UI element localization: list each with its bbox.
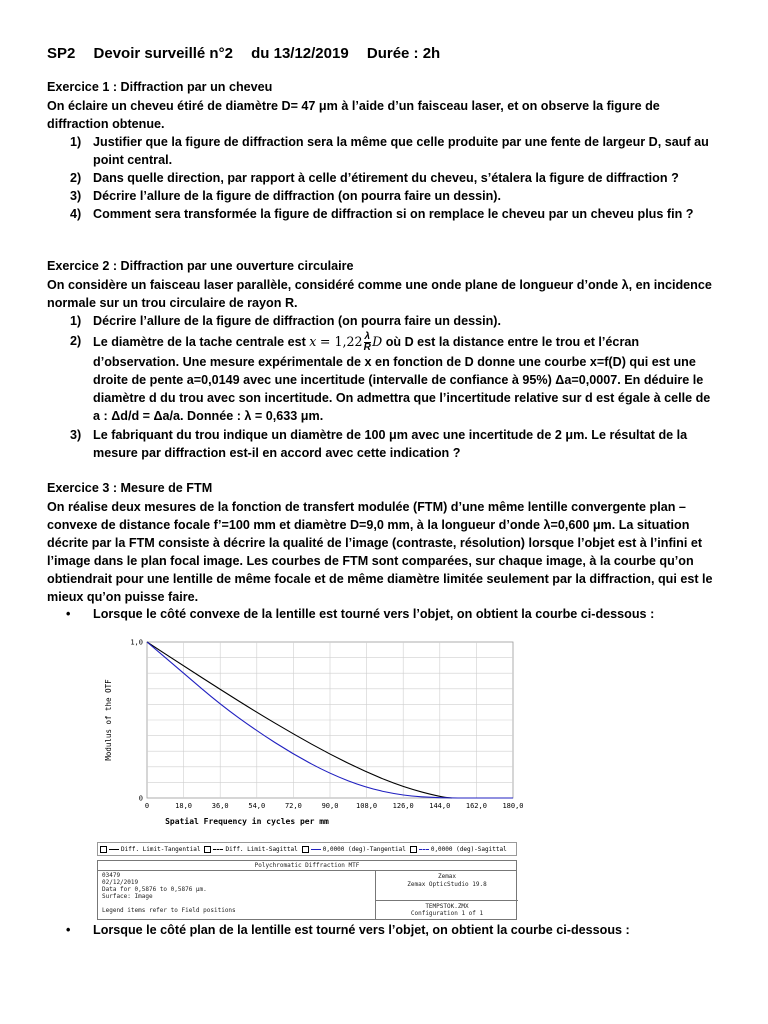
x-axis-label: Spatial Frequency in cycles per mm [165, 817, 329, 826]
formula-coefficient: = 1,22 [319, 333, 363, 349]
formula-d: D [372, 333, 383, 349]
x-tick-label: 18,0 [175, 802, 193, 810]
x-tick-label: 126,0 [392, 802, 414, 810]
x-tick-label: 72,0 [284, 802, 302, 810]
x-tick-label: 162,0 [465, 802, 487, 810]
list-item: 3) Décrire l’allure de la figure de diffraction (on pourra faire un dessin). [70, 189, 501, 203]
formula-x: x [309, 333, 317, 349]
exercise-3-title: Exercice 3 : Mesure de FTM [47, 481, 213, 495]
list-item: 1) Décrire l’allure de la figure de diffraction (on pourra faire un dessin). [70, 314, 501, 328]
exam-title: Devoir surveillé n°2 [93, 45, 233, 62]
x-tick-label: 0 [144, 802, 150, 810]
list-item: 4) Comment sera transformée la figure de diffraction si on remplace le cheveu par un cheveu plus fin ? [70, 207, 694, 221]
x-tick-label: 180,0 [502, 802, 524, 810]
mtf-chart [97, 630, 524, 830]
legend-item: 0,0000 (deg)-Tangential [302, 846, 406, 853]
exercise-3-bullet-1: • Lorsque le côté convexe de la lentille est tourné vers l’objet, on obtient la courbe ci-dessous : [66, 607, 655, 621]
legend-item: Diff. Limit-Sagittal [204, 846, 297, 853]
exercise-3-intro: On réalise deux mesures de la fonction de transfert modulée (FTM) d’une même lentille convergente plan – convexe de distance focale f’=100 mm et diamètre D=9,0 mm, à la longueur d’onde λ=0,600 μm. La situation décrite par la FTM consiste à décrire la qualité de l’image (contraste, résolution) lorsque l’objet est à l’infini et l’image dans le plan focal image. Les courbes de FTM sont comparées, sur chaque image, à la courbe qu’on obtiendrait pour une lentille de même focale et de même diamètre limitée seulement par la diffraction, qui est le mieux qu’on puisse faire. [47, 500, 713, 604]
info-right: Zemax Zemax OpticStudio 19.8 TEMPSTOK.ZMX Configuration 1 of 1 [375, 871, 518, 919]
mtf-chart-svg [97, 630, 524, 830]
chart-legend [97, 842, 517, 856]
x-tick-label: 90,0 [321, 802, 339, 810]
info-left: 03479 02/12/2019 Data for 0,5876 to 0,5876 µm. Surface: Image Legend items refer to Field positions [102, 872, 236, 914]
bullet-glyph: • [66, 923, 71, 937]
x-tick-label: 36,0 [211, 802, 229, 810]
exercise-1-intro: On éclaire un cheveu étiré de diamètre D= 47 μm à l’aide d’un faisceau laser, et on observe la figure de diffraction obtenue. [47, 99, 660, 131]
exercise-2-intro: On considère un faisceau laser parallèle, considéré comme une onde plane de longueur d’onde λ, en incidence normale sur un trou circulaire de rayon R. [47, 278, 712, 310]
list-item: 2) Dans quelle direction, par rapport à celle d’étirement du cheveu, s’étalera la figure de diffraction ? [70, 171, 679, 185]
course-code: SP2 [47, 45, 76, 62]
exercise-2-title: Exercice 2 : Diffraction par une ouverture circulaire [47, 259, 354, 273]
y-axis-label: Modulus of the OTF [104, 679, 113, 761]
exercise-2-questions [70, 312, 716, 462]
x-tick-label: 144,0 [429, 802, 451, 810]
legend-item: 0,0000 (deg)-Sagittal [410, 846, 507, 853]
chart-info-box [97, 860, 517, 920]
legend-item: Diff. Limit-Tangential [100, 846, 200, 853]
bullet-glyph: • [66, 607, 71, 621]
list-item: 3) Le fabriquant du trou indique un diamètre de 100 μm avec une incertitude de 2 μm. Le résultat de la mesure par diffraction est-il en accord avec cette indication ? [70, 428, 688, 460]
list-item: 1) Justifier que la figure de diffraction sera la même que celle produite par une fente de largeur D, sauf au point central. [70, 135, 709, 167]
x-tick-label: 54,0 [248, 802, 266, 810]
formula-fraction: $\frac{\lambda}{R}$ [363, 331, 371, 353]
list-item: 2) Le diamètre de la tache centrale est x = 1,22 $\frac{\lambda}{R}$ D où D est la distance entre le trou et l’écran d’observation. Une mesure expérimentale de x en fonction de D donne une courbe x=f(D) qui est une droite de pente a=0,0149 avec une incertitude (intervalle de confiance à 95%) Δa=0,0007. En déduire le diamètre d du trou avec son incertitude. On admettra que l’incertitude relative sur d est égale à celle de a : Δd/d = Δa/a. Donnée : λ = 0,633 μm. [70, 331, 711, 423]
info-title: Polychromatic Diffraction MTF [98, 861, 516, 871]
exercise-3-bullet-2: • Lorsque le côté plan de la lentille est tourné vers l’objet, on obtient la courbe ci-dessous : [66, 923, 630, 937]
x-tick-label: 108,0 [356, 802, 378, 810]
exam-duration: Durée : 2h [366, 45, 441, 62]
y-tick-label: 1,0 [130, 638, 143, 647]
y-tick-label: 0 [138, 794, 143, 803]
exercise-1-questions [70, 133, 716, 223]
exam-header [47, 45, 454, 62]
exercise-1-title: Exercice 1 : Diffraction par un cheveu [47, 80, 273, 94]
exam-date: du 13/12/2019 [251, 45, 349, 62]
